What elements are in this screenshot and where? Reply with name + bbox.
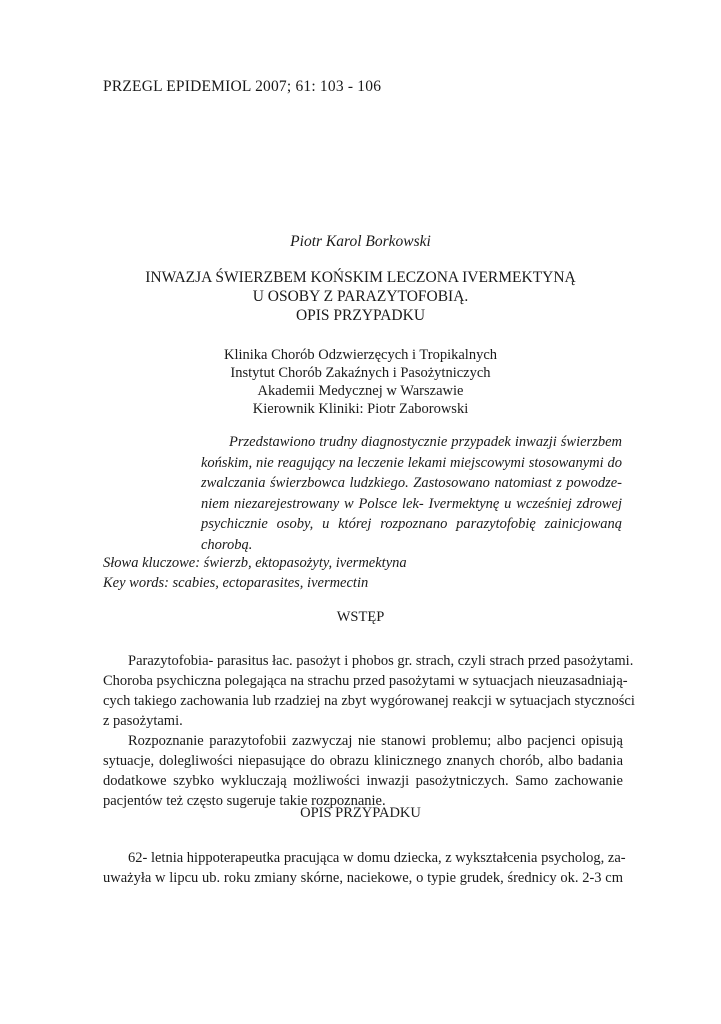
abstract-line: niem niezarejestrowany w Polsce lek- Ivermektynę u wcześniej zdrowej (201, 495, 622, 512)
journal-reference: PRZEGL EPIDEMIOL 2007; 61: 103 - 106 (103, 78, 382, 95)
affiliation-line: Klinika Chorób Odzwierzęcych i Tropikalnych (223, 347, 498, 363)
author-name: Piotr Karol Borkowski (290, 233, 431, 250)
affiliation-line: Kierownik Kliniki: Piotr Zaborowski (252, 401, 469, 417)
case-section-text (103, 848, 626, 888)
section-heading-case: OPIS PRZYPADKU (300, 805, 421, 821)
paragraph-line: pacjentów też często sugeruje takie rozpoznanie. (103, 793, 386, 809)
keywords-english: Key words: scabies, ectoparasites, ivermectin (103, 575, 369, 591)
abstract-line: chorobą. (201, 536, 253, 553)
title-line: INWAZJA ŚWIERZBEM KOŃSKIM LECZONA IVERMEKTYNĄ (145, 269, 576, 286)
paragraph-line: Parazytofobia- parasitus łac. pasożyt i phobos gr. strach, czyli strach przed pasożytami. (128, 653, 634, 669)
paragraph-line: z pasożytami. (103, 713, 183, 729)
affiliation-block (80, 346, 641, 418)
abstract-line: końskim, nie reagujący na leczenie lekami miejscowymi stosowanymi do (201, 454, 622, 471)
keywords-block (103, 553, 407, 593)
paragraph-line: 62- letnia hippoterapeutka pracująca w domu dziecka, z wykształcenia psycholog, za- (128, 850, 626, 866)
abstract-line: psychicznie osoby, u której rozpoznano parazytofobię zainicjowaną (201, 516, 622, 532)
abstract-line: zwalczania świerzbowca ludzkiego. Zastosowano natomiast z powodze- (201, 475, 622, 491)
intro-section-text (103, 651, 635, 811)
paragraph-line: Rozpoznanie parazytofobii zazwyczaj nie stanowi problemu; albo pacjenci opisują (128, 733, 623, 749)
affiliation-line: Akademii Medycznej w Warszawie (257, 383, 464, 399)
abstract-line: Przedstawiono trudny diagnostycznie przypadek inwazji świerzbem (229, 434, 622, 450)
paragraph-line: cych takiego zachowania lub rzadziej na zbyt wygórowanej reakcji w sytuacjach styczności (103, 693, 635, 709)
paragraph-line: dodatkowe szybko wykluczają możliwości inwazji pasożytniczych. Samo zachowanie (103, 773, 623, 789)
abstract (201, 432, 622, 555)
paragraph-line: Choroba psychiczna polegająca na strachu przed pasożytami w sytuacjach nieuzasadniają- (103, 673, 628, 689)
title-line: OPIS PRZYPADKU (295, 307, 426, 324)
section-heading-intro: WSTĘP (336, 609, 385, 625)
article-title (80, 268, 641, 325)
affiliation-line: Instytut Chorób Zakaźnych i Pasożytniczych (230, 365, 491, 381)
title-line: U OSOBY Z PARAZYTOFOBIĄ. (252, 288, 469, 305)
paragraph-line: uważyła w lipcu ub. roku zmiany skórne, naciekowe, o typie grudek, średnicy ok. 2-3 cm (103, 870, 623, 886)
paragraph-line: sytuacje, dolegliwości niepasujące do obrazu klinicznego znanych chorób, albo badania (103, 753, 623, 769)
keywords-polish: Słowa kluczowe: świerzb, ektopasożyty, ivermektyna (103, 555, 407, 571)
